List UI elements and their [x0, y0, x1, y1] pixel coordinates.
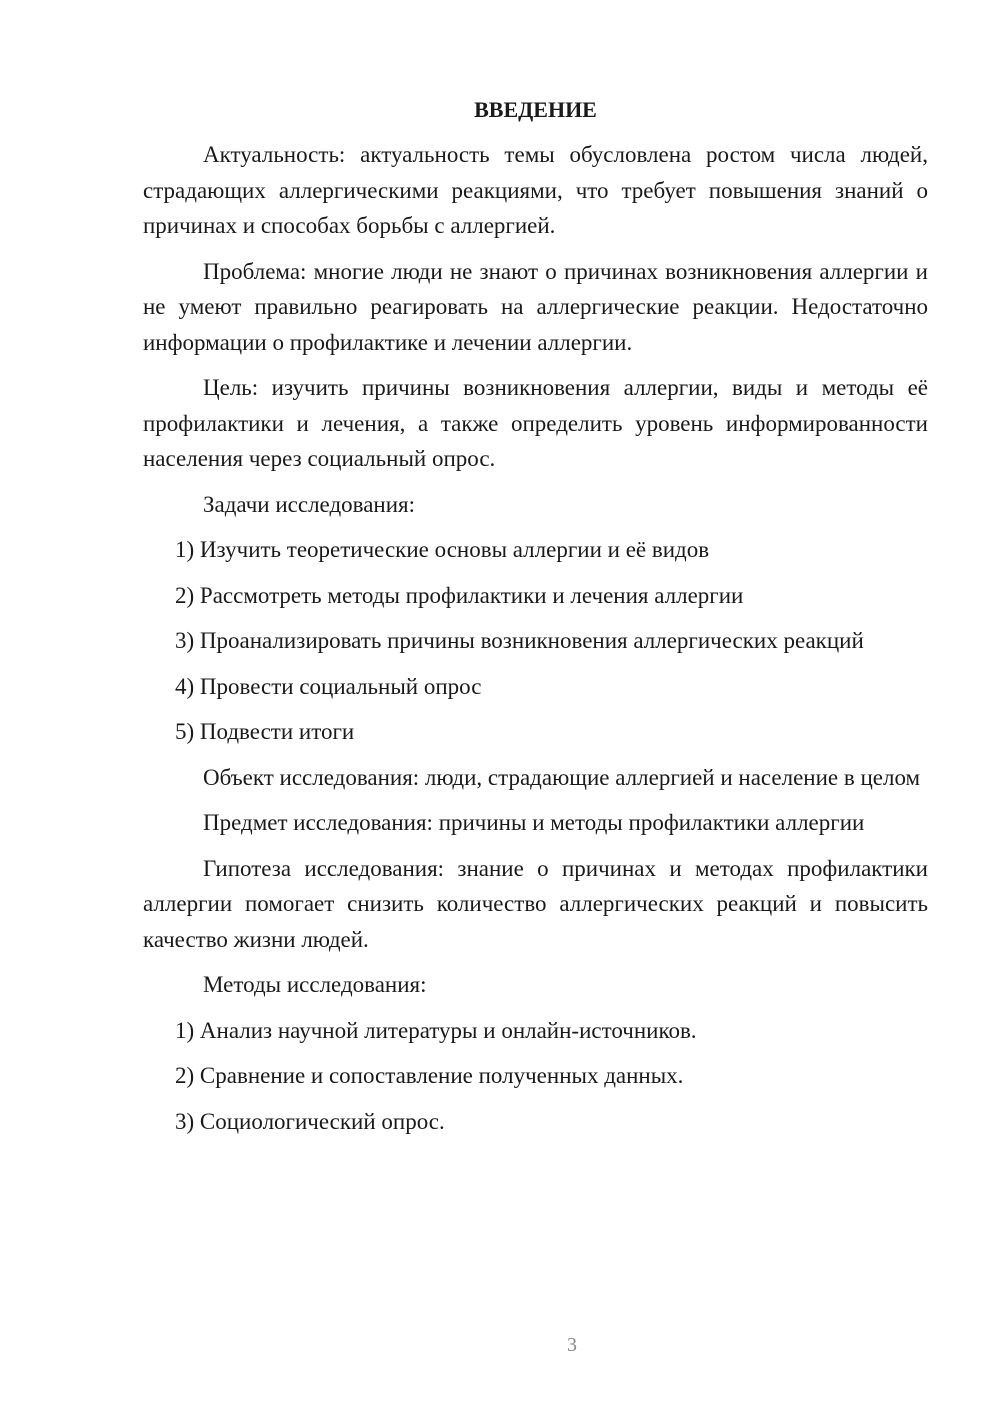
- section-title: ВВЕДЕНИЕ: [474, 97, 597, 122]
- method-item: 2) Сравнение и сопоставление полученных данных.: [175, 1063, 684, 1088]
- page-number: 3: [567, 1334, 577, 1356]
- task-item: 5) Подвести итоги: [175, 719, 355, 744]
- method-item: 1) Анализ научной литературы и онлайн-источников.: [175, 1017, 697, 1043]
- task-item: 3) Проанализировать причины возникновения аллергических реакций: [175, 628, 864, 653]
- subject-paragraph: Предмет исследования: причины и методы профилактики аллергии: [203, 810, 865, 835]
- document-body: [143, 92, 928, 1149]
- method-item: 3) Социологический опрос.: [175, 1108, 445, 1134]
- methods-heading: Методы исследования:: [203, 972, 427, 997]
- task-item: 1) Изучить теоретические основы аллергии и её видов: [175, 537, 710, 562]
- object-paragraph: Объект исследования: люди, страдающие аллергией и население в целом: [203, 764, 921, 790]
- hypothesis-paragraph: Гипотеза исследования: знание о причинах и методах профилактики аллергии помогает снизить количество аллергических реакций и повысить качество жизни людей.: [143, 855, 928, 952]
- task-item: 2) Рассмотреть методы профилактики и лечения аллергии: [175, 582, 744, 608]
- actuality-paragraph: Актуальность: актуальность темы обусловлена ростом числа людей, страдающих аллергическими реакциями, что требует повышения знаний о причинах и способах борьбы с аллергией.: [143, 142, 928, 238]
- problem-paragraph: Проблема: многие люди не знают о причинах возникновения аллергии и не умеют правильно реагировать на аллергические реакции. Недостаточно информации о профилактике и лечении аллергии.: [143, 258, 928, 355]
- task-item: 4) Провести социальный опрос: [175, 673, 482, 699]
- goal-paragraph: Цель: изучить причины возникновения аллергии, виды и методы её профилактики и лечения, а также определить уровень информированности населения через социальный опрос.: [143, 375, 928, 471]
- tasks-heading: Задачи исследования:: [203, 491, 416, 517]
